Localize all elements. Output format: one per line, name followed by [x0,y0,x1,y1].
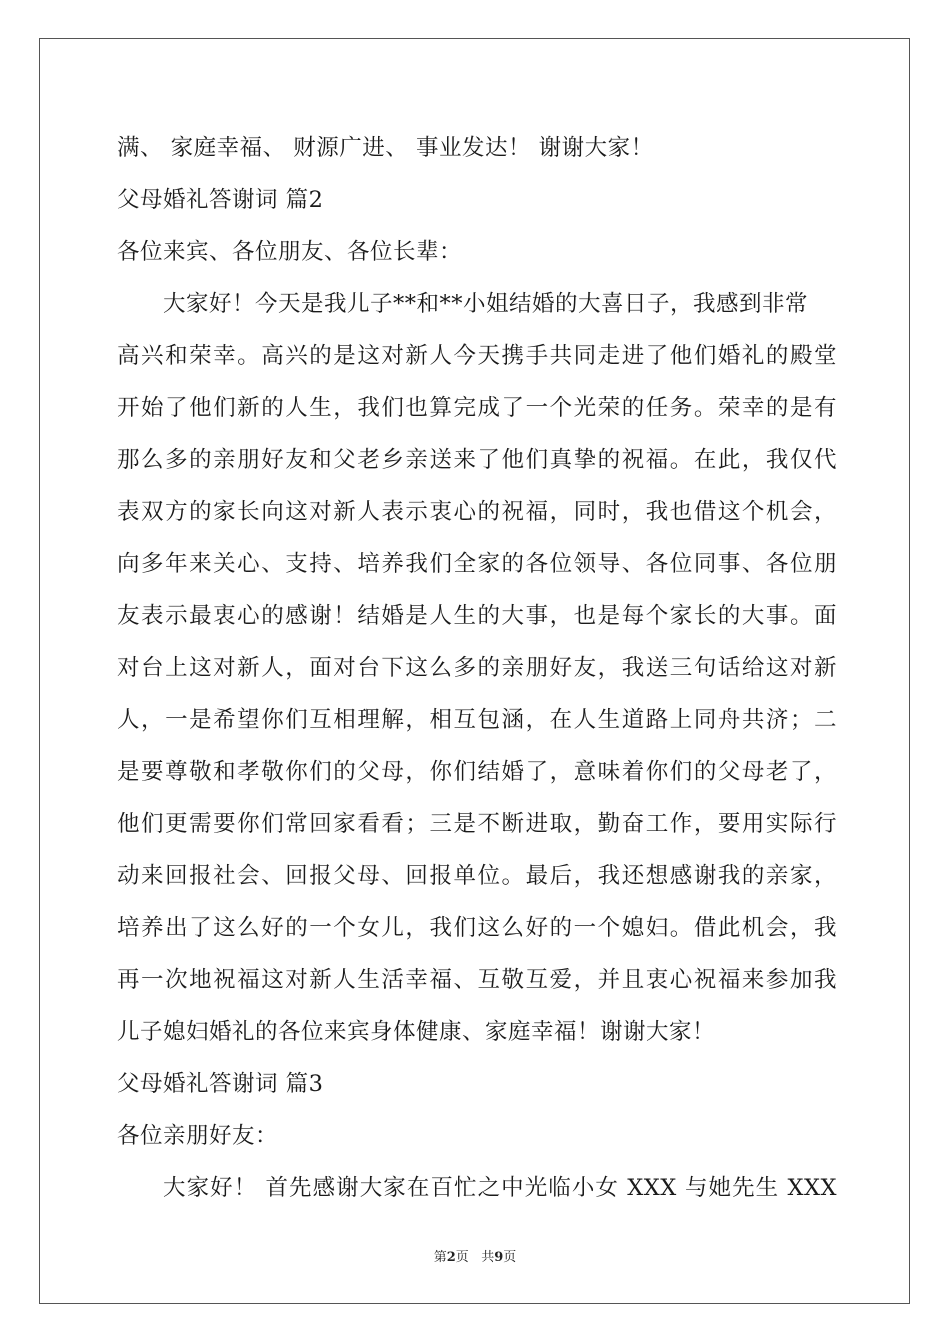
text-line: 向多年来关心、支持、培养我们全家的各位领导、各位同事、各位朋 [117,551,837,577]
footer-page-prefix: 第 [433,1250,447,1265]
footer-page-number: 2 [446,1250,456,1265]
text-line: 大家好！今天是我儿子**和**小姐结婚的大喜日子，我感到非常 [163,291,809,317]
footer-page-suffix: 页 [455,1250,469,1265]
text-line: 大家好！ 首先感谢大家在百忙之中光临小女 XXX 与她先生 XXX [163,1175,837,1201]
footer-total-suffix: 页 [503,1250,517,1265]
text-line: 动来回报社会、回报父母、回报单位。最后，我还想感谢我的亲家， [117,863,837,889]
text-line: 是要尊敬和孝敬你们的父母，你们结婚了，意味着你们的父母老了， [117,759,837,785]
text-line: 高兴和荣幸。高兴的是这对新人今天携手共同走进了他们婚礼的殿堂 [117,343,837,369]
text-line: 对台上这对新人，面对台下这么多的亲朋好友，我送三句话给这对新 [117,655,837,681]
text-line: 表双方的家长向这对新人表示衷心的祝福，同时，我也借这个机会， [117,499,837,525]
section-heading: 父母婚礼答谢词 篇3 [117,1071,324,1097]
text-line: 开始了他们新的人生，我们也算完成了一个光荣的任务。荣幸的是有 [117,395,837,421]
footer-total-pages: 9 [494,1250,504,1265]
text-line: 他们更需要你们常回家看看；三是不断进取，勤奋工作，要用实际行 [117,811,837,837]
document-body [117,122,837,1214]
text-line: 满、 家庭幸福、 财源广进、 事业发达！ 谢谢大家！ [117,135,654,161]
text-line: 儿子媳妇婚礼的各位来宾身体健康、家庭幸福！谢谢大家！ [117,1019,716,1045]
text-line: 人，一是希望你们互相理解，相互包涵，在人生道路上同舟共济；二 [117,707,837,733]
text-line: 培养出了这么好的一个女儿，我们这么好的一个媳妇。借此机会，我 [117,915,837,941]
salutation: 各位来宾、各位朋友、各位长辈： [117,239,463,265]
salutation: 各位亲朋好友： [117,1123,279,1149]
text-line: 再一次地祝福这对新人生活幸福、互敬互爱，并且衷心祝福来参加我 [117,967,837,993]
footer-total-prefix: 共 [481,1250,495,1265]
text-line: 友表示最衷心的感谢！结婚是人生的大事，也是每个家长的大事。面 [117,603,837,629]
page-footer [0,1246,950,1265]
section-heading: 父母婚礼答谢词 篇2 [117,187,324,213]
text-line: 那么多的亲朋好友和父老乡亲送来了他们真挚的祝福。在此，我仅代 [117,447,837,473]
